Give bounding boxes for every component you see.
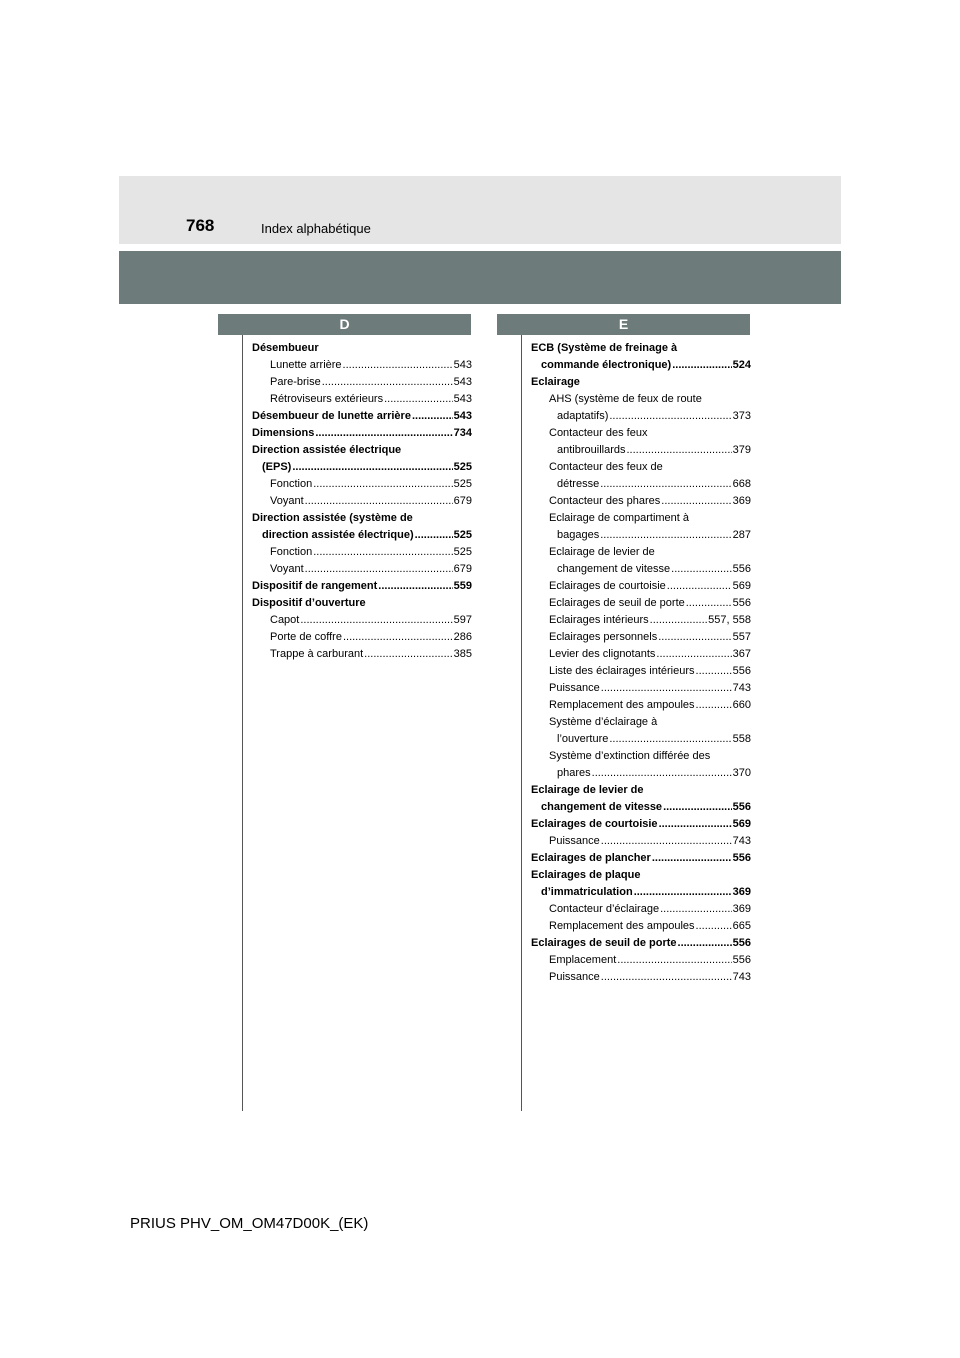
dot-leader xyxy=(652,850,732,867)
page-reference: 556 xyxy=(732,563,751,575)
dot-leader xyxy=(600,527,731,544)
page-reference: 556 xyxy=(732,954,751,966)
entry-term: Voyant xyxy=(270,495,304,507)
entry-term: Dispositif d’ouverture xyxy=(252,597,366,609)
index-entry xyxy=(531,646,751,663)
entry-term: Emplacement xyxy=(549,954,617,966)
dot-leader xyxy=(412,408,453,425)
index-entry xyxy=(531,748,751,782)
dot-leader xyxy=(678,935,732,952)
dot-leader xyxy=(313,476,452,493)
entry-term: d’immatriculation xyxy=(541,886,633,898)
index-entry xyxy=(531,952,751,969)
page-reference: 743 xyxy=(732,682,751,694)
entry-term: direction assistée électrique) xyxy=(262,529,414,541)
index-entry xyxy=(252,442,472,476)
entry-term: Dispositif de rangement xyxy=(252,580,378,592)
entry-term: Lunette arrière xyxy=(270,359,342,371)
entry-term: Eclairages de plancher xyxy=(531,852,651,864)
index-entry xyxy=(252,595,472,612)
page-reference: 559 xyxy=(453,580,472,592)
index-entry xyxy=(252,425,472,442)
page-reference: 679 xyxy=(453,495,472,507)
index-column-right xyxy=(531,340,751,986)
index-entry xyxy=(252,544,472,561)
dot-leader xyxy=(384,391,453,408)
entry-term: Désembueur de lunette arrière xyxy=(252,410,411,422)
index-entry xyxy=(252,510,472,544)
entry-term: Contacteur d’éclairage xyxy=(549,903,660,915)
index-entry xyxy=(531,918,751,935)
dot-leader xyxy=(696,697,732,714)
column-divider-left xyxy=(242,335,243,1111)
dot-leader xyxy=(592,765,732,782)
entry-term: Remplacement des ampoules xyxy=(549,699,695,711)
page-reference: 557, 558 xyxy=(708,614,751,626)
page-reference: 286 xyxy=(453,631,472,643)
entry-term: Direction assistée (système de xyxy=(252,512,413,524)
entry-term: Levier des clignotants xyxy=(549,648,656,660)
page-reference: 743 xyxy=(732,971,751,983)
index-entry xyxy=(252,561,472,578)
index-entry xyxy=(252,340,472,357)
letter-heading-right: E xyxy=(497,314,750,335)
entry-term: Remplacement des ampoules xyxy=(549,920,695,932)
index-entry xyxy=(252,578,472,595)
index-entry xyxy=(252,391,472,408)
dot-leader xyxy=(305,493,453,510)
dot-leader xyxy=(292,459,452,476)
entry-term: Eclairages de seuil de porte xyxy=(531,937,677,949)
page-reference: 385 xyxy=(453,648,472,660)
header-bar xyxy=(119,251,841,304)
dot-leader xyxy=(343,629,453,646)
index-entry xyxy=(531,816,751,833)
dot-leader xyxy=(601,833,732,850)
dot-leader xyxy=(659,816,732,833)
index-column-left xyxy=(252,340,472,663)
entry-term: Fonction xyxy=(270,478,313,490)
index-entry xyxy=(531,867,751,901)
entry-term: Eclairages de seuil de porte xyxy=(549,597,685,609)
page-reference: 369 xyxy=(732,903,751,915)
dot-leader xyxy=(671,561,732,578)
page-reference: 679 xyxy=(453,563,472,575)
page-reference: 524 xyxy=(732,359,751,371)
index-entry xyxy=(531,425,751,459)
page-reference: 665 xyxy=(732,920,751,932)
entry-term: Eclairages de courtoisie xyxy=(549,580,666,592)
page-reference: 743 xyxy=(732,835,751,847)
page-reference: 556 xyxy=(732,597,751,609)
entry-term: Rétroviseurs extérieurs xyxy=(270,393,384,405)
entry-term: Eclairages de plaque xyxy=(531,869,641,881)
entry-term: Contacteur des feux de xyxy=(549,461,663,473)
index-entry xyxy=(531,901,751,918)
section-title: Index alphabétique xyxy=(261,221,371,236)
entry-term: Direction assistée électrique xyxy=(252,444,402,456)
dot-leader xyxy=(634,884,732,901)
entry-term: AHS (système de feux de route xyxy=(549,393,702,405)
index-entry xyxy=(531,969,751,986)
dot-leader xyxy=(661,493,731,510)
dot-leader xyxy=(378,578,452,595)
index-entry xyxy=(531,391,751,425)
entry-term: Eclairage xyxy=(531,376,580,388)
dot-leader xyxy=(343,357,453,374)
page-reference: 373 xyxy=(732,410,751,422)
page-reference: 367 xyxy=(732,648,751,660)
index-entry xyxy=(531,935,751,952)
index-entry xyxy=(531,663,751,680)
entry-term: Eclairage de compartiment à xyxy=(549,512,690,524)
index-entry xyxy=(252,493,472,510)
dot-leader xyxy=(364,646,452,663)
entry-term: l’ouverture xyxy=(557,733,609,745)
dot-leader xyxy=(650,612,708,629)
letter-heading-left: D xyxy=(218,314,471,335)
document-footer: PRIUS PHV_OM_OM47D00K_(EK) xyxy=(130,1215,369,1232)
dot-leader xyxy=(300,612,452,629)
dot-leader xyxy=(600,476,731,493)
page-reference: 597 xyxy=(453,614,472,626)
entry-term: Eclairages intérieurs xyxy=(549,614,649,626)
column-divider-right xyxy=(521,335,522,1111)
page-reference: 556 xyxy=(732,852,751,864)
entry-term: Contacteur des feux xyxy=(549,427,648,439)
page-reference: 556 xyxy=(732,801,751,813)
dot-leader xyxy=(609,408,731,425)
index-entry xyxy=(531,510,751,544)
entry-term: bagages xyxy=(557,529,600,541)
page-reference: 543 xyxy=(453,359,472,371)
index-entry xyxy=(531,714,751,748)
page-reference: 543 xyxy=(453,376,472,388)
index-entry xyxy=(531,782,751,816)
dot-leader xyxy=(696,663,732,680)
dot-leader xyxy=(667,578,732,595)
entry-term: changement de vitesse xyxy=(541,801,663,813)
page-reference: 734 xyxy=(453,427,472,439)
page-reference: 525 xyxy=(453,461,472,473)
dot-leader xyxy=(696,918,732,935)
index-entry xyxy=(252,476,472,493)
index-entry xyxy=(531,680,751,697)
header-band xyxy=(119,176,841,244)
page-reference: 556 xyxy=(732,937,751,949)
dot-leader xyxy=(322,374,453,391)
entry-term: Pare-brise xyxy=(270,376,321,388)
page-reference: 543 xyxy=(453,393,472,405)
entry-term: adaptatifs) xyxy=(557,410,609,422)
dot-leader xyxy=(617,952,731,969)
entry-term: changement de vitesse xyxy=(557,563,671,575)
page-reference: 370 xyxy=(732,767,751,779)
entry-term: antibrouillards xyxy=(557,444,626,456)
page-reference: 369 xyxy=(732,495,751,507)
index-entry xyxy=(252,357,472,374)
entry-term: Eclairage de levier de xyxy=(531,784,644,796)
dot-leader xyxy=(663,799,732,816)
page-reference: 379 xyxy=(732,444,751,456)
entry-term: commande électronique) xyxy=(541,359,672,371)
entry-term: Dimensions xyxy=(252,427,315,439)
dot-leader xyxy=(660,901,732,918)
page-reference: 287 xyxy=(732,529,751,541)
index-entry xyxy=(531,340,751,374)
entry-term: Désembueur xyxy=(252,342,319,354)
entry-term: Eclairage de levier de xyxy=(549,546,655,558)
page-reference: 525 xyxy=(453,546,472,558)
page-reference: 557 xyxy=(732,631,751,643)
page-reference: 660 xyxy=(732,699,751,711)
index-entry xyxy=(531,493,751,510)
entry-term: ECB (Système de freinage à xyxy=(531,342,678,354)
page-number: 768 xyxy=(186,216,215,235)
page-reference: 525 xyxy=(453,478,472,490)
entry-term: phares xyxy=(557,767,591,779)
index-entry xyxy=(531,459,751,493)
dot-leader xyxy=(609,731,731,748)
entry-term: Système d’extinction différée des xyxy=(549,750,711,762)
page-reference: 569 xyxy=(732,818,751,830)
dot-leader xyxy=(315,425,452,442)
index-entry xyxy=(531,544,751,578)
entry-term: détresse xyxy=(557,478,600,490)
entry-term: Puissance xyxy=(549,682,600,694)
page-reference: 569 xyxy=(732,580,751,592)
entry-term: Porte de coffre xyxy=(270,631,342,643)
index-entry xyxy=(531,578,751,595)
dot-leader xyxy=(601,969,732,986)
index-entry xyxy=(531,697,751,714)
entry-term: Fonction xyxy=(270,546,313,558)
page-reference: 556 xyxy=(732,665,751,677)
dot-leader xyxy=(305,561,453,578)
entry-term: Eclairages de courtoisie xyxy=(531,818,658,830)
index-entry xyxy=(252,374,472,391)
page-reference: 558 xyxy=(732,733,751,745)
index-entry xyxy=(531,595,751,612)
page-reference: 525 xyxy=(453,529,472,541)
entry-term: Liste des éclairages intérieurs xyxy=(549,665,695,677)
index-entry xyxy=(531,612,751,629)
dot-leader xyxy=(672,357,731,374)
entry-term: Système d’éclairage à xyxy=(549,716,658,728)
page-reference: 543 xyxy=(453,410,472,422)
dot-leader xyxy=(658,629,731,646)
index-entry xyxy=(252,646,472,663)
entry-term: Voyant xyxy=(270,563,304,575)
index-entry xyxy=(531,629,751,646)
dot-leader xyxy=(656,646,731,663)
dot-leader xyxy=(686,595,732,612)
entry-term: Contacteur des phares xyxy=(549,495,661,507)
dot-leader xyxy=(415,527,453,544)
index-entry xyxy=(252,408,472,425)
entry-term: Eclairages personnels xyxy=(549,631,658,643)
index-entry xyxy=(531,850,751,867)
dot-leader xyxy=(626,442,731,459)
index-entry xyxy=(531,833,751,850)
index-entry xyxy=(252,629,472,646)
index-entry xyxy=(252,612,472,629)
page-reference: 668 xyxy=(732,478,751,490)
entry-term: Puissance xyxy=(549,835,600,847)
entry-term: Trappe à carburant xyxy=(270,648,364,660)
dot-leader xyxy=(601,680,732,697)
entry-term: (EPS) xyxy=(262,461,292,473)
page-reference: 369 xyxy=(732,886,751,898)
index-entry xyxy=(531,374,751,391)
entry-term: Puissance xyxy=(549,971,600,983)
entry-term: Capot xyxy=(270,614,300,626)
dot-leader xyxy=(313,544,452,561)
